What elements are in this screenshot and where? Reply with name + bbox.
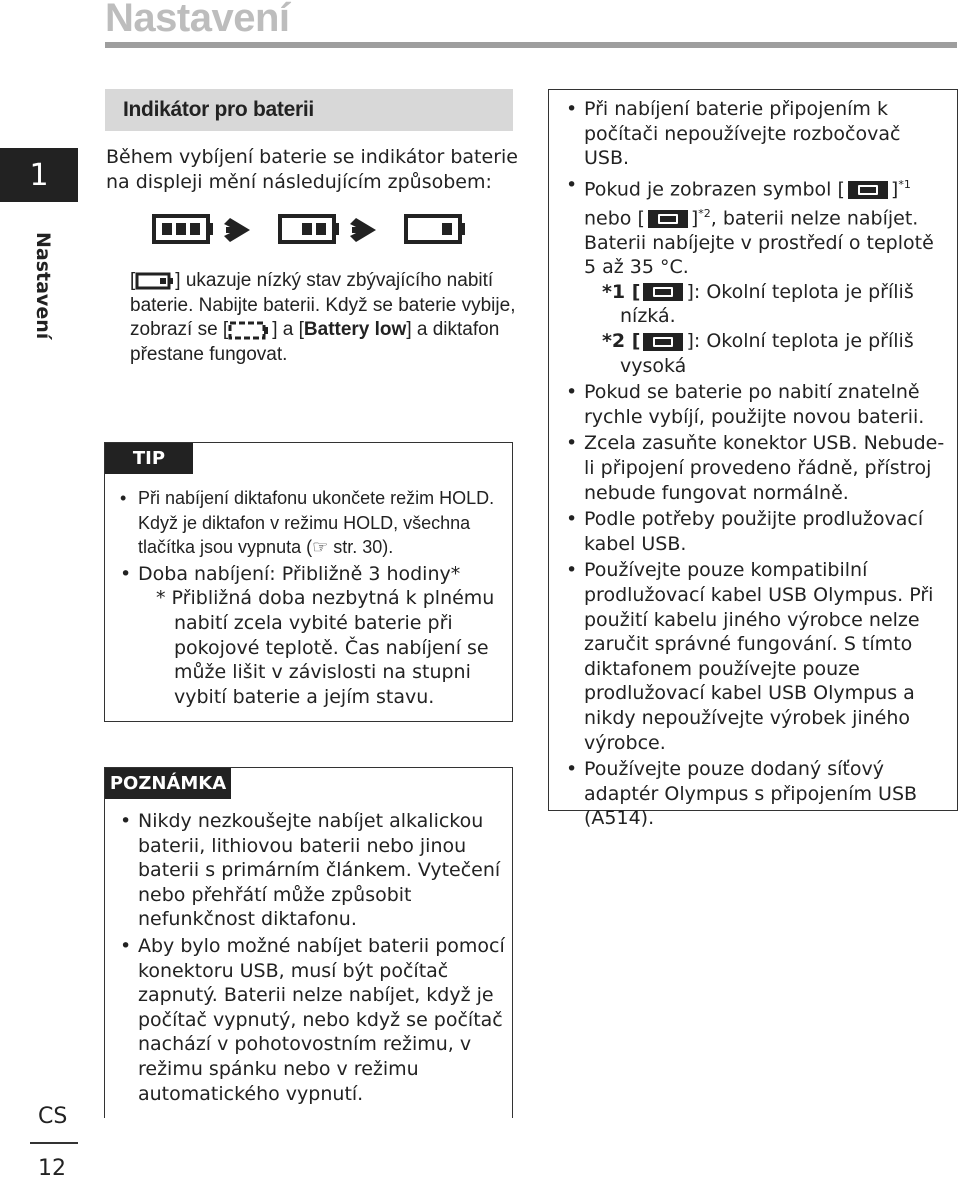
list-item: • Používejte pouze kompatibilní prodlužovací kabel USB Olympus. Při použití kabelu jiného výrobce nelze zaručit správné fungování. S tímto diktafonem používejte pouze prodlužovací kabel USB Olympus a nikdy nepoužívejte výrobek jiného výrobce. xyxy=(566,558,951,755)
text: nebo [ xyxy=(584,207,645,230)
list-item xyxy=(120,486,505,560)
footnote-1 xyxy=(584,280,951,329)
text: , baterii nelze nabíjet. Baterii nabíjejte v prostředí o teplotě 5 až 35 °C. xyxy=(584,207,934,279)
text: *2 [ xyxy=(602,330,641,352)
list-item: • Pokud se baterie po nabití znatelně rychle vybíjí, použijte novou baterii. xyxy=(566,380,951,429)
page-title: Nastavení xyxy=(105,0,290,40)
list-item: • Aby bylo možné nabíjet baterii pomocí konektoru USB, musí být počítač zapnutý. Baterii nelze nabíjet, když je počítač vypnutý, nebo když se počítač nachází v pohotovostním režimu, v režimu spánku nebo v režimu automatického vypnutí. xyxy=(120,934,505,1106)
footnote-ref: *2 xyxy=(698,206,711,220)
list-item: • Nikdy nezkoušejte nabíjet alkalickou baterii, lithiovou baterii nebo jinou baterii s primárním článkem. Vytečení nebo přehřátí může způsobit nefunkčnost diktafonu. xyxy=(120,809,505,932)
low-temp-icon xyxy=(643,283,683,301)
text: ]: Okolní teplota je příliš nízká. xyxy=(620,280,914,328)
battery-full-icon xyxy=(154,216,213,242)
text: Při nabíjení diktafonu ukončete režim HOLD. Když je diktafon v režimu HOLD, všechna tlačítka jsou vypnuta (☞ str. 30). xyxy=(138,488,495,558)
chapter-label: Nastavení xyxy=(32,232,54,340)
arrow-right-icon xyxy=(224,218,250,242)
note-label: POZNÁMKA xyxy=(105,768,231,799)
text: ] xyxy=(890,178,899,201)
chapter-number: 1 xyxy=(0,148,78,202)
battery-low-label: Battery low xyxy=(303,319,407,340)
page-number: 12 xyxy=(38,1156,66,1181)
footnote: * Přibližná doba nezbytná k plnému nabití zcela vybité baterie při pokojové teplotě. Čas nabíjení se může lišit v závislosti na stupni vybití baterie a jejím stavu. xyxy=(156,587,495,708)
list-item: • Podle potřeby použijte prodlužovací kabel USB. xyxy=(566,507,951,556)
high-temp-icon xyxy=(643,333,683,351)
battery-sequence xyxy=(150,208,470,252)
footnote-ref: *1 xyxy=(898,177,911,191)
battery-empty-icon xyxy=(228,319,272,341)
list-item: • Používejte pouze dodaný síťový adaptér Olympus s připojením USB (A514). xyxy=(566,757,951,831)
text: [ xyxy=(130,270,136,291)
language-rule xyxy=(30,1142,78,1144)
text: ] xyxy=(690,207,699,230)
battery-low-paragraph xyxy=(130,269,530,367)
tip-label: TIP xyxy=(105,443,193,474)
section-title: Indikátor pro baterii xyxy=(123,98,314,121)
title-rule xyxy=(105,42,957,48)
text: ] a diktafon přestane fungovat. xyxy=(130,319,500,365)
arrow-right-icon xyxy=(350,218,376,242)
high-temp-icon xyxy=(648,210,688,228)
battery-low-icon xyxy=(406,216,465,242)
text: ] ukazuje nízký stav zbývajícího nabití baterie. Nabijte baterii. Když se baterie vybije, zobrazí se [ xyxy=(130,270,516,340)
list-item xyxy=(120,562,505,710)
text: Doba nabíjení: Přibližně 3 hodiny* xyxy=(138,562,461,585)
list-item: • Zcela zasuňte konektor USB. Nebude-li připojení provedeno řádně, přístroj nebude fungovat normálně. xyxy=(566,431,951,505)
battery-half-icon xyxy=(280,216,339,242)
text: *1 [ xyxy=(602,280,641,303)
intro-paragraph: Během vybíjení baterie se indikátor baterie na displeji mění následujícím způsobem: xyxy=(106,146,518,193)
list-item xyxy=(566,173,951,378)
note-list xyxy=(120,809,505,1108)
language-label: CS xyxy=(38,1104,68,1129)
list-item: • Při nabíjení baterie připojením k počítači nepoužívejte rozbočovač USB. xyxy=(566,97,951,171)
text: ] a [ xyxy=(272,319,304,340)
text: ]: Okolní teplota je příliš vysoká xyxy=(620,330,914,377)
tip-list xyxy=(120,486,505,711)
text: Pokud je zobrazen symbol [ xyxy=(584,178,845,201)
low-temp-icon xyxy=(848,181,888,199)
right-list xyxy=(566,97,951,833)
footnote-2 xyxy=(584,329,951,378)
battery-low-icon xyxy=(135,271,175,291)
